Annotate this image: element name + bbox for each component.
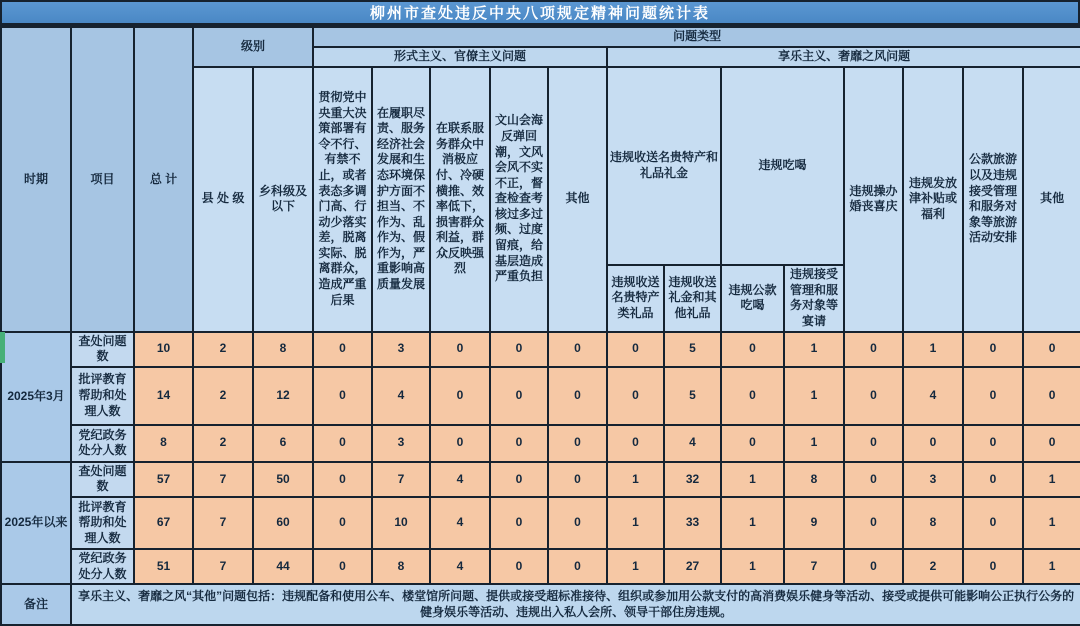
- data-cell: 0: [844, 367, 903, 425]
- header-formalism-col-2: 在履职尽责、服务经济社会发展和生态环境保护方面不担当、不作为、乱作为、假作为，严重影响高质量发展: [372, 67, 430, 332]
- header-dining-banquet: 违规接受管理和服务对象等宴请: [784, 265, 844, 332]
- data-cell: 3: [372, 425, 430, 462]
- data-cell: 0: [721, 367, 784, 425]
- data-cell: 27: [664, 549, 721, 584]
- data-cell: 2: [193, 367, 253, 425]
- data-cell: 0: [313, 367, 372, 425]
- data-cell: 0: [490, 425, 548, 462]
- data-cell: 0: [844, 497, 903, 549]
- header-problem-type-group: 问题类型: [313, 27, 1080, 47]
- data-cell: 7: [193, 462, 253, 497]
- data-cell: 1: [1023, 497, 1080, 549]
- data-cell: 0: [844, 425, 903, 462]
- data-cell: 0: [1023, 367, 1080, 425]
- data-cell: 0: [430, 367, 490, 425]
- data-cell: 0: [548, 497, 607, 549]
- data-cell: 0: [430, 332, 490, 367]
- data-cell: 0: [490, 367, 548, 425]
- row-label: 查处问题数: [71, 462, 134, 497]
- data-cell: 1: [784, 332, 844, 367]
- data-cell: 7: [193, 497, 253, 549]
- data-cell: 0: [903, 425, 963, 462]
- data-cell: 7: [193, 549, 253, 584]
- data-cell: 2: [903, 549, 963, 584]
- data-cell: 0: [548, 332, 607, 367]
- row-label: 党纪政务处分人数: [71, 425, 134, 462]
- data-cell: 4: [430, 462, 490, 497]
- data-cell: 1: [1023, 549, 1080, 584]
- data-cell: 0: [963, 367, 1023, 425]
- header-formalism-group: 形式主义、官僚主义问题: [313, 47, 607, 67]
- data-cell: 8: [903, 497, 963, 549]
- header-level-county: 县 处 级: [193, 67, 253, 332]
- data-cell: 44: [253, 549, 313, 584]
- row-label: 批评教育帮助和处理人数: [71, 497, 134, 549]
- data-cell: 7: [784, 549, 844, 584]
- data-cell: 2: [193, 332, 253, 367]
- data-cell: 0: [607, 332, 664, 367]
- table-title: 柳州市查处违反中央八项规定精神问题统计表: [0, 0, 1080, 26]
- header-total: 总 计: [134, 27, 193, 332]
- period-label-march: 2025年3月: [1, 332, 71, 462]
- row-label: 批评教育帮助和处理人数: [71, 367, 134, 425]
- data-cell: 0: [548, 425, 607, 462]
- header-level-group: 级别: [193, 27, 313, 67]
- header-wedding-funeral: 违规操办婚丧喜庆: [844, 67, 903, 332]
- data-cell: 0: [721, 332, 784, 367]
- data-cell: 0: [1023, 425, 1080, 462]
- data-cell: 0: [548, 462, 607, 497]
- data-cell: 50: [253, 462, 313, 497]
- data-cell: 60: [253, 497, 313, 549]
- data-cell: 1: [1023, 462, 1080, 497]
- data-cell: 0: [963, 425, 1023, 462]
- data-cell: 14: [134, 367, 193, 425]
- data-cell: 0: [548, 367, 607, 425]
- data-cell: 0: [313, 332, 372, 367]
- data-cell: 1: [607, 497, 664, 549]
- data-cell: 0: [548, 549, 607, 584]
- data-cell: 4: [903, 367, 963, 425]
- data-cell: 7: [372, 462, 430, 497]
- data-cell: 32: [664, 462, 721, 497]
- data-cell: 3: [372, 332, 430, 367]
- data-cell: 67: [134, 497, 193, 549]
- header-dining-public-funds: 违规公款吃喝: [721, 265, 784, 332]
- data-cell: 0: [490, 462, 548, 497]
- data-cell: 0: [490, 332, 548, 367]
- data-cell: 0: [313, 462, 372, 497]
- data-cell: 0: [963, 497, 1023, 549]
- data-cell: 8: [372, 549, 430, 584]
- data-cell: 1: [903, 332, 963, 367]
- data-cell: 8: [134, 425, 193, 462]
- data-cell: 5: [664, 332, 721, 367]
- notes-label: 备注: [1, 584, 71, 625]
- data-cell: 0: [607, 425, 664, 462]
- data-cell: 0: [963, 332, 1023, 367]
- header-allowance: 违规发放津补贴或福利: [903, 67, 963, 332]
- data-cell: 4: [430, 549, 490, 584]
- header-public-travel: 公款旅游以及违规接受管理和服务对象等旅游活动安排: [963, 67, 1023, 332]
- data-cell: 3: [903, 462, 963, 497]
- data-cell: 4: [372, 367, 430, 425]
- header-gift-cash: 违规收送礼金和其他礼品: [664, 265, 721, 332]
- header-dining-group: 违规吃喝: [721, 67, 844, 265]
- data-cell: 0: [313, 425, 372, 462]
- row-label: 党纪政务处分人数: [71, 549, 134, 584]
- header-formalism-col-1: 贯彻党中央重大决策部署有令不行、有禁不止，或者表态多调门高、行动少落实差，脱离实际、脱离群众，造成严重后果: [313, 67, 372, 332]
- data-cell: 33: [664, 497, 721, 549]
- data-cell: 2: [193, 425, 253, 462]
- data-cell: 4: [430, 497, 490, 549]
- data-cell: 1: [784, 425, 844, 462]
- data-cell: 1: [607, 549, 664, 584]
- notes-text: 享乐主义、奢靡之风“其他”问题包括：违规配备和使用公车、楼堂馆所问题、提供或接受超标准接待、组织或参加用公款支付的高消费娱乐健身等活动、接受或提供可能影响公正执行公务的健身娱乐等活动、违规出入私人会所、领导干部住房违规。: [71, 584, 1080, 625]
- data-cell: 0: [430, 425, 490, 462]
- header-hedonism-other: 其他: [1023, 67, 1080, 332]
- data-cell: 1: [607, 462, 664, 497]
- data-cell: 0: [844, 549, 903, 584]
- header-gift-specialty: 违规收送名贵特产类礼品: [607, 265, 664, 332]
- data-cell: 0: [844, 332, 903, 367]
- header-level-township: 乡科级及以下: [253, 67, 313, 332]
- data-cell: 1: [721, 497, 784, 549]
- data-cell: 6: [253, 425, 313, 462]
- green-edge-artifact: [0, 332, 5, 363]
- header-gift-group: 违规收送名贵特产和礼品礼金: [607, 67, 721, 265]
- data-cell: 12: [253, 367, 313, 425]
- data-cell: 1: [721, 549, 784, 584]
- data-cell: 0: [844, 462, 903, 497]
- data-cell: 0: [963, 462, 1023, 497]
- data-cell: 0: [963, 549, 1023, 584]
- data-cell: 1: [784, 367, 844, 425]
- header-formalism-other: 其他: [548, 67, 607, 332]
- data-cell: 5: [664, 367, 721, 425]
- data-cell: 4: [664, 425, 721, 462]
- header-hedonism-group: 享乐主义、奢靡之风问题: [607, 47, 1080, 67]
- data-cell: 9: [784, 497, 844, 549]
- data-cell: 10: [372, 497, 430, 549]
- data-cell: 0: [1023, 332, 1080, 367]
- data-cell: 0: [721, 425, 784, 462]
- data-cell: 51: [134, 549, 193, 584]
- data-cell: 0: [490, 497, 548, 549]
- header-period: 时期: [1, 27, 71, 332]
- data-cell: 0: [607, 367, 664, 425]
- data-cell: 0: [313, 549, 372, 584]
- period-label-ytd: 2025年以来: [1, 462, 71, 584]
- data-cell: 8: [784, 462, 844, 497]
- data-cell: 57: [134, 462, 193, 497]
- header-formalism-col-4: 文山会海反弹回潮，文风会风不实不正，督查检查考核过多过频、过度留痕，给基层造成严重负担: [490, 67, 548, 332]
- statistics-table: [0, 26, 1080, 626]
- header-formalism-col-3: 在联系服务群众中消极应付、冷硬横推、效率低下，损害群众利益，群众反映强烈: [430, 67, 490, 332]
- header-project: 项目: [71, 27, 134, 332]
- data-cell: 10: [134, 332, 193, 367]
- data-cell: 8: [253, 332, 313, 367]
- data-cell: 1: [721, 462, 784, 497]
- data-cell: 0: [313, 497, 372, 549]
- data-cell: 0: [490, 549, 548, 584]
- row-label: 查处问题数: [71, 332, 134, 367]
